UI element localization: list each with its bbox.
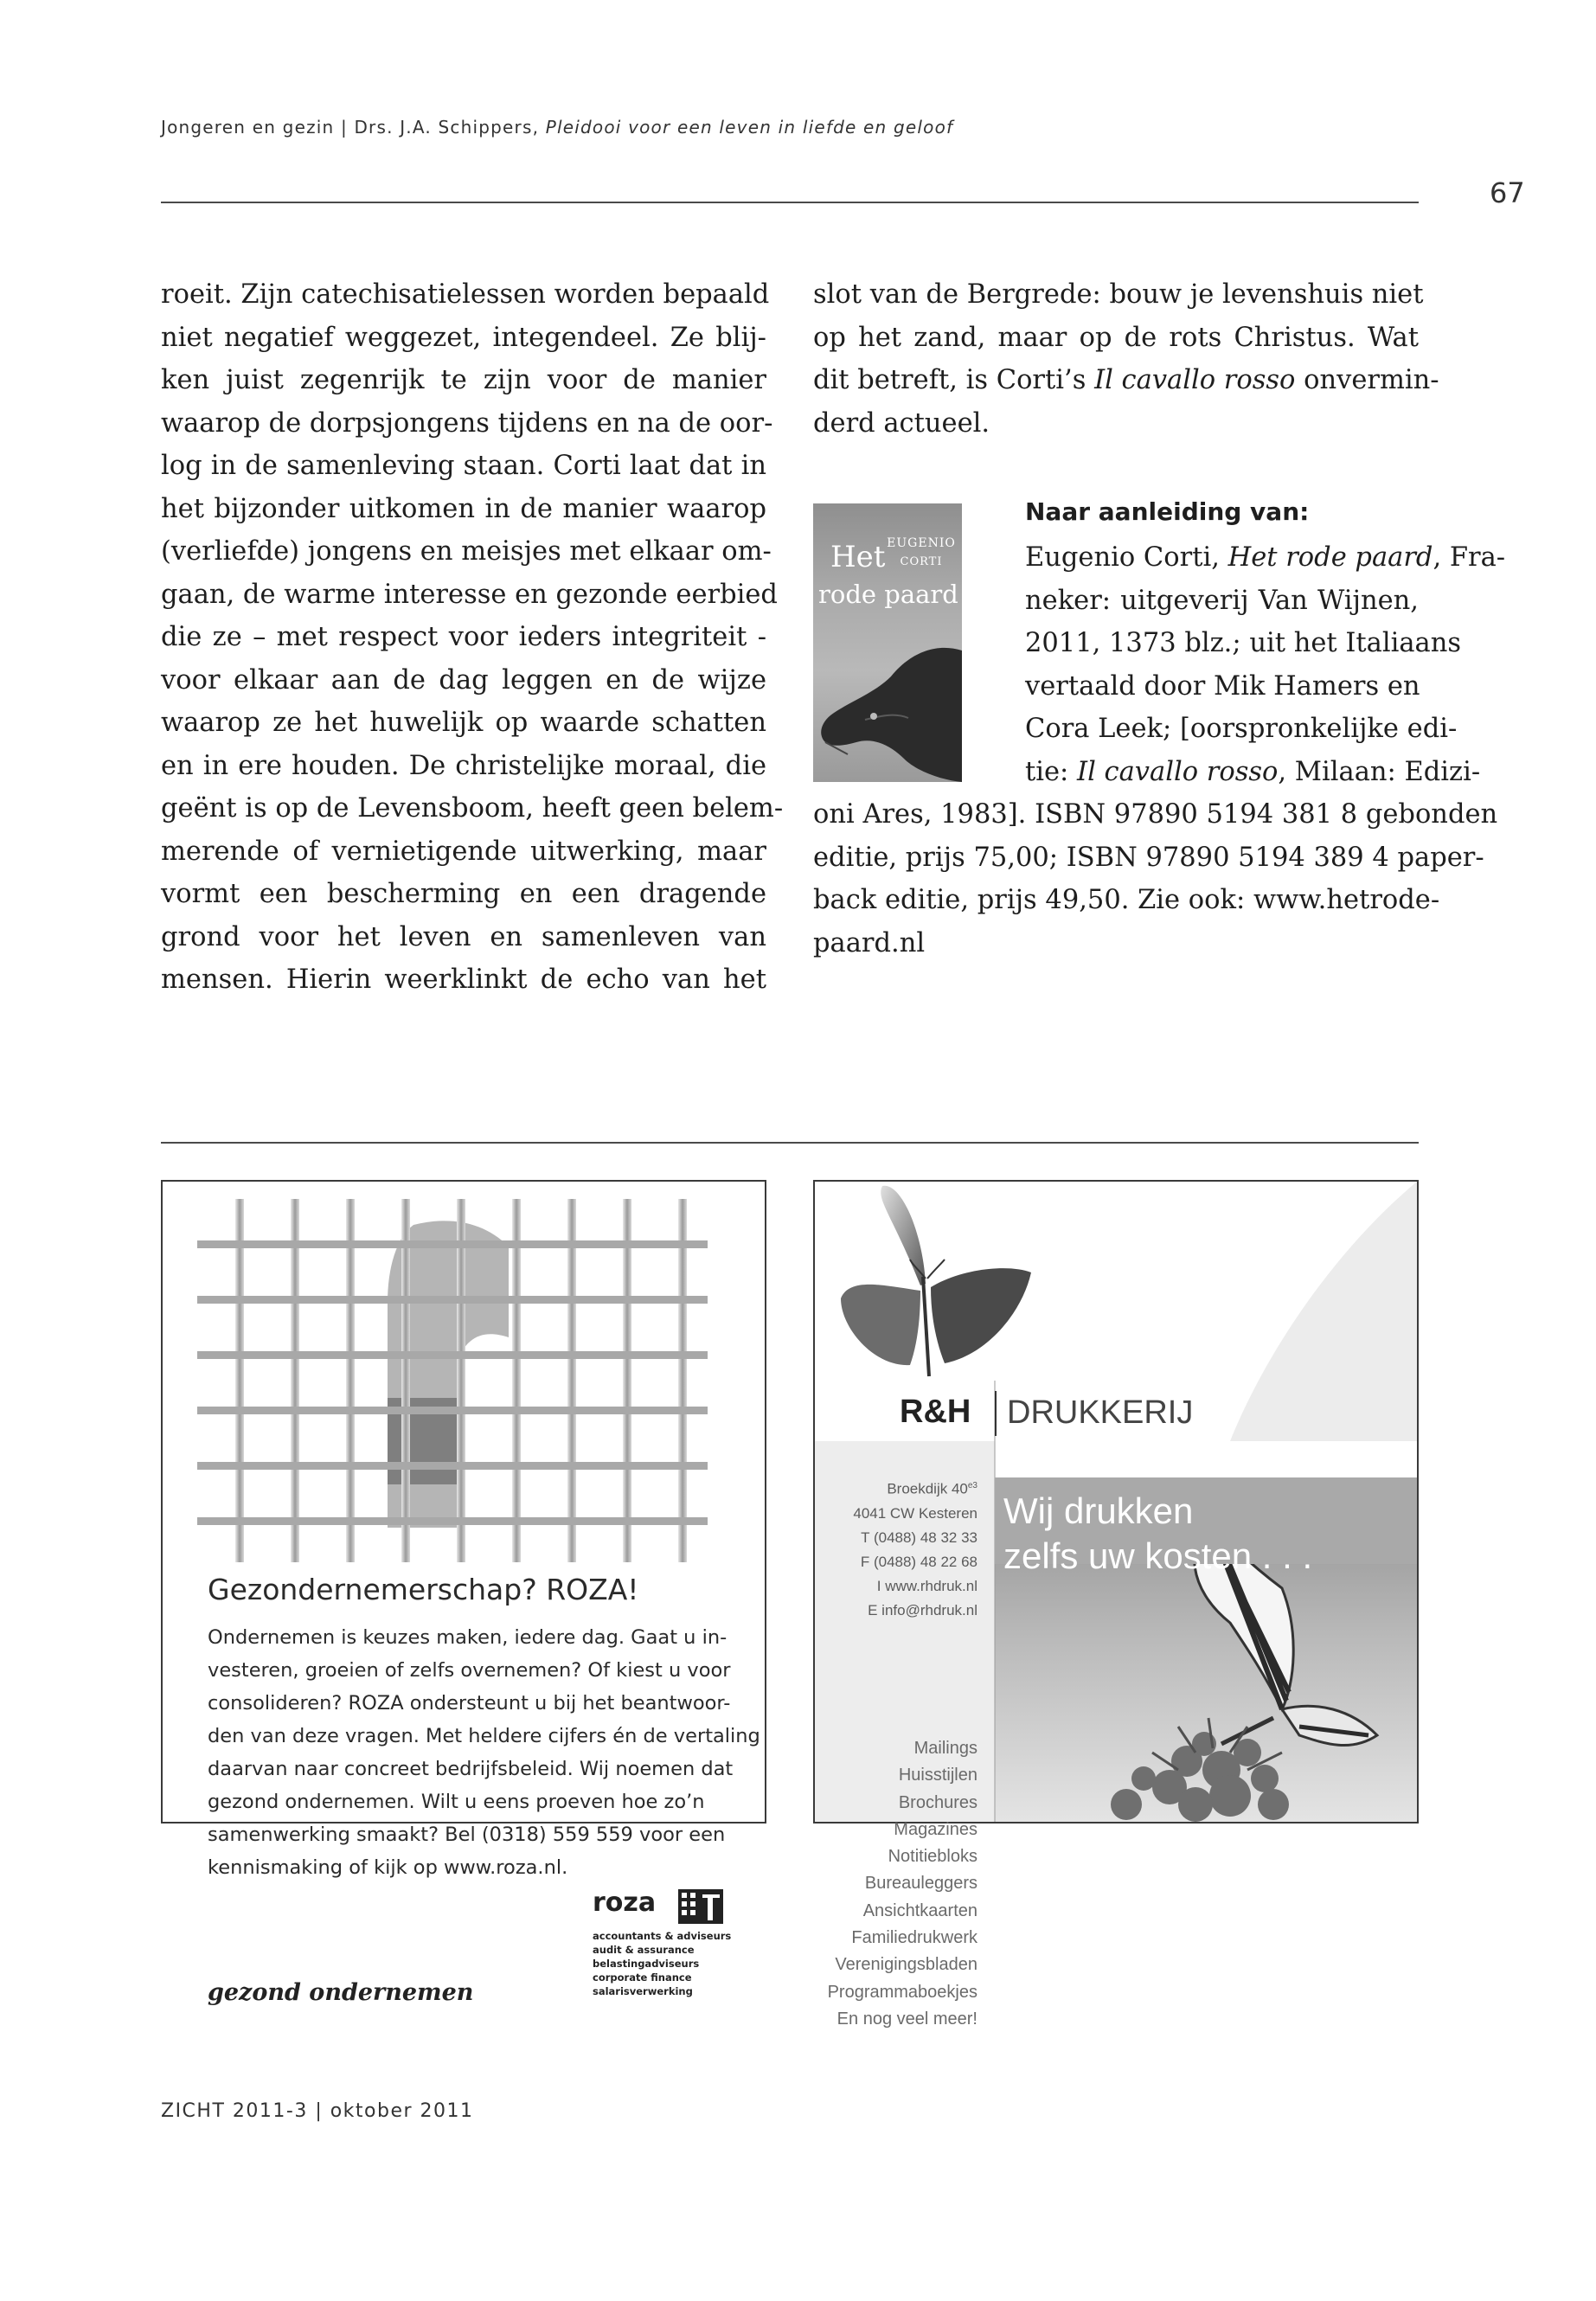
roza-logo-mark [678,1889,723,1924]
book-cover-image [813,503,962,782]
book-info-line: Eugenio Corti, Het rode paard, Fra- [1025,542,1506,573]
roza-body-line: kennismaking of kijk op www.roza.nl. [208,1856,568,1879]
rh-tagline [1003,1489,1312,1579]
running-head-text: Jongeren en gezin | Drs. J.A. Schippers, [161,117,546,138]
right-line: dit betreft, is Corti’s Il cavallo rosso onvermin- [813,365,1439,395]
roza-body-line: gezond ondernemen. Wilt u eens proeven hoe zo’n [208,1791,705,1813]
ad-rh-drukkerij [813,1180,1419,2029]
book-info-line: back editie, prijs 49,50. Zie ook: www.hetrode- [813,885,1440,915]
header-rule [161,202,1419,203]
right-column [813,273,1439,445]
contact-line: I www.rhdruk.nl [876,1577,977,1594]
book-info-line: vertaald door Mik Hamers en [1025,670,1420,702]
book-info-heading: Naar aanleiding van: [1025,497,1310,526]
contact-line: T (0488) 48 32 33 [861,1529,977,1546]
left-line: log in de samenleving staan. Corti laat dat in [161,451,766,481]
horse-head-illustration [813,616,962,782]
service-item: En nog veel meer! [836,2009,977,2029]
tagline-line: zelfs uw kosten . . . [1003,1535,1313,1576]
left-line: waarop de dorpsjongens tijdens en na de oor- [161,407,773,439]
left-line: (verliefde) jongens en meisjes met elkaar om- [161,536,772,567]
service-item: Magazines [894,1819,977,1839]
address-superscript: e3 [967,1481,977,1490]
left-line: mensen. Hierin weerklinkt de echo van het [161,965,766,995]
right-line: derd actueel. [813,407,990,439]
service-item: Familiedrukwerk [851,1928,977,1948]
roza-logo-services [593,1929,731,1998]
running-head [161,117,953,138]
left-line: roeit. Zijn catechisatielessen worden bepaald [161,279,770,310]
left-line: en in ere houden. De christelijke moraal, die [161,750,766,781]
service-item: Huisstijlen [898,1766,977,1785]
grid-image [197,1199,708,1562]
book-info-line: editie, prijs 75,00; ISBN 97890 5194 389 4 paper- [813,842,1484,873]
service-item: Verenigingsbladen [835,1955,977,1975]
cover-title-line1: Het [830,540,886,574]
running-head-article-title: Pleidooi voor een leven in liefde en geloof [545,117,954,138]
right-line: op het zand, maar op de rots Christus. Wat [813,322,1419,353]
rh-brand-suffix: DRUKKERIJ [1007,1394,1194,1431]
cover-author-last: CORTI [900,555,943,568]
ad-roza [161,1180,766,2006]
left-line: voor elkaar aan de dag leggen en de wijze [161,664,766,695]
roza-service: belastingadviseurs [593,1958,700,1970]
roza-headline: Gezondernemerschap? ROZA! [208,1573,639,1606]
tagline-line: Wij drukken [1003,1490,1194,1531]
left-line: niet negatief weggezet, integendeel. Ze blij- [161,322,766,353]
brand-divider [995,1391,997,1436]
left-line: waarop ze het huwelijk op waarde schatten [161,708,766,738]
left-line: die ze – met respect voor ieders integriteit - [161,622,766,652]
rh-services [815,1735,977,2033]
cover-author-first: EUGENIO [887,536,956,550]
book-info-line: oni Ares, 1983]. ISBN 97890 5194 381 8 gebonden [813,799,1498,830]
roza-body-line: samenwerking smaakt? Bel (0318) 559 559 voor een [208,1823,726,1846]
roza-slogan: gezond ondernemen [208,1979,474,2006]
contact-line: E info@rhdruk.nl [868,1601,977,1618]
service-item: Ansichtkaarten [862,1900,977,1920]
left-line: gaan, de warme interesse en gezonde eerbied [161,579,778,610]
roza-body-line: den van deze vragen. Met heldere cijfers én de vertaling [208,1725,760,1747]
roza-service: corporate finance [593,1971,692,1984]
roza-body-line: vesteren, groeien of zelfs overnemen? Of kiest u voor [208,1659,731,1682]
section-rule [161,1142,1419,1144]
rh-brand: R&H [900,1394,971,1430]
service-item: Bureauleggers [864,1874,977,1894]
contact-line: F (0488) 48 22 68 [860,1553,977,1570]
left-line: geënt is op de Levensboom, heeft geen belem- [161,793,784,824]
left-line: merende of vernietigende uitwerking, maar [161,836,766,867]
service-item: Programmaboekjes [827,1982,977,2002]
left-line: het bijzonder uitkomen in de manier waarop [161,493,766,524]
left-line: vormt een bescherming en een dragende [161,879,766,909]
book-info-line: 2011, 1373 blz.; uit het Italiaans [1025,628,1461,658]
service-item: Mailings [913,1739,977,1758]
service-item: Brochures [898,1792,977,1812]
roza-logo-name: roza [593,1888,657,1918]
page-number: 67 [1490,176,1525,209]
service-item: Notitiebloks [888,1847,977,1867]
roza-body-line: daarvan naar concreet bedrijfsbeleid. Wij noemen dat [208,1758,734,1780]
left-line: grond voor het leven en samenleven van [161,921,766,952]
left-column [161,273,784,1002]
rh-contact [815,1474,977,1623]
book-title: Het rode paard [1227,542,1433,573]
contact-line: 4041 CW Kesteren [853,1504,977,1522]
roza-service: audit & assurance [593,1944,695,1956]
footer: ZICHT 2011-3 | oktober 2011 [161,2100,474,2122]
italic-title: Il cavallo rosso [1094,365,1296,395]
roza-body-line: consolideren? ROZA ondersteunt u bij het beantwoor- [208,1692,731,1715]
right-line: slot van de Bergrede: bouw je levenshuis niet [813,279,1424,310]
book-info-line: paard.nl [813,927,926,958]
book-info-line: neker: uitgeverij Van Wijnen, [1025,585,1419,616]
roza-body [208,1621,761,1884]
book-info-line: tie: Il cavallo rosso, Milaan: Edizi- [1025,756,1481,787]
cover-title-line2: rode paard [818,580,958,609]
book-info-wrapped [1025,536,1506,793]
roza-body-line: Ondernemen is keuzes maken, iedere dag. Gaat u in- [208,1626,727,1649]
roza-service: accountants & adviseurs [593,1930,732,1942]
left-line: ken juist zegenrijk te zijn voor de manier [161,365,766,395]
book-info-full [813,793,1498,965]
book-info-line: Cora Leek; [oorspronkelijke edi- [1025,714,1458,744]
original-title: Il cavallo rosso [1077,756,1279,787]
contact-line: Broekdijk $40^{e3}$ [887,1480,977,1497]
roza-service: salarisverwerking [593,1985,693,1997]
